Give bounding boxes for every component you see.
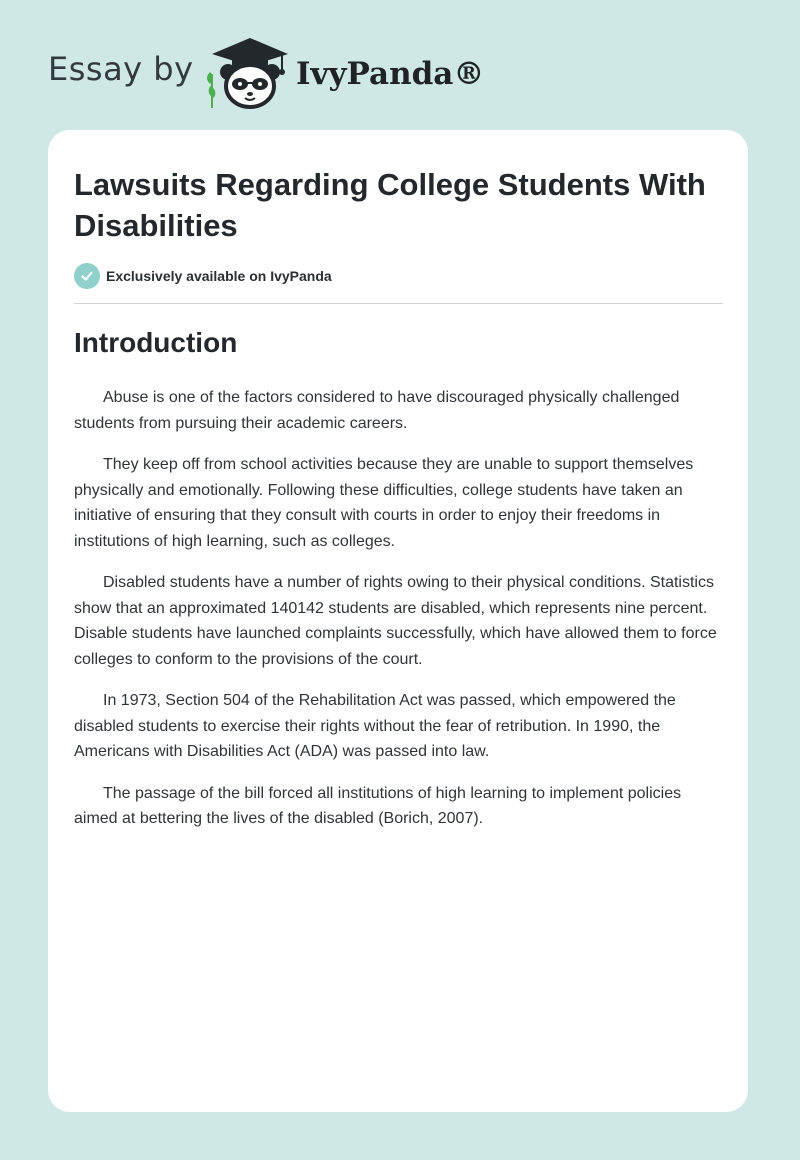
paragraph: The passage of the bill forced all institutions of high learning to implement policies aimed at bettering the lives of the disabled (Borich, 2007). (74, 784, 682, 827)
check-circle-icon (74, 263, 100, 289)
brand-name: IvyPanda® (296, 56, 485, 92)
article-body (74, 385, 724, 848)
exclusive-badge (74, 263, 332, 289)
essay-by-label: Essay by (48, 50, 194, 88)
paragraph: Disabled students have a number of rights owing to their physical conditions. Statistics show that an approximated 140142 students are disabled, which represents nine percent. Disable students have launched complaints successfully, which have allowed them to force colleges to conform to the provisions of the court. (74, 574, 717, 668)
exclusive-badge-text: Exclusively available on IvyPanda (106, 268, 332, 284)
paragraph: In 1973, Section 504 of the Rehabilitation Act was passed, which empowered the disabled students to exercise their rights without the fear of retribution. In 1990, the Americans with Disabilities Act (ADA) was passed into law. (74, 692, 676, 760)
panda-graduate-icon (202, 34, 292, 110)
paragraph: Abuse is one of the factors considered to have discouraged physically challenged students from pursuing their academic careers. (74, 389, 680, 432)
article-title: Lawsuits Regarding College Students With Disabilities (74, 167, 706, 243)
site-header (48, 34, 488, 114)
article-card (48, 130, 748, 1112)
section-heading: Introduction (74, 327, 238, 358)
divider (74, 303, 723, 304)
paragraph: They keep off from school activities because they are unable to support themselves physically and emotionally. Following these difficulties, college students have taken an initiative of ensuring that they consult with courts in order to enjoy their freedoms in institutions of high learning, such as colleges. (74, 456, 694, 550)
